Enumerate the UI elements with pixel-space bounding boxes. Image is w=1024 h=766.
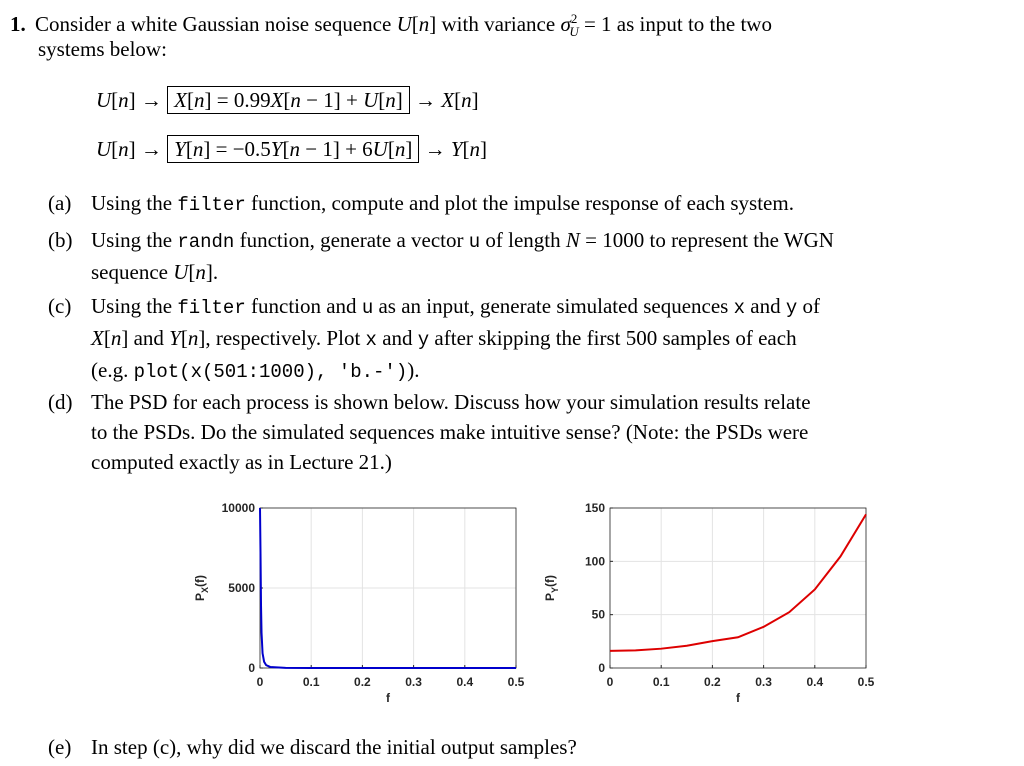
psd-chart-x <box>180 490 540 715</box>
problem-intro-line1: 1. Consider a white Gaussian noise sequence U[n] with variance $\sigma^2_U = 1$ as input to the two <box>10 11 772 40</box>
x-tick-label: 0.5 <box>857 675 875 689</box>
x-tick-label: 0.5 <box>507 675 525 689</box>
system-x-box: X[n] = 0.99X[n − 1] + U[n] <box>167 86 410 114</box>
item-a-text: Using the filter function, compute and plot the impulse response of each system. <box>91 191 794 216</box>
x-tick-label: 0 <box>606 675 614 689</box>
item-a-label: (a) <box>48 191 72 215</box>
x-tick-label: 0.2 <box>354 675 371 689</box>
item-c-label: (c) <box>48 294 72 318</box>
problem-number: 1. <box>10 12 26 36</box>
y-tick-label: 50 <box>591 607 605 622</box>
system-y-box: Y[n] = −0.5Y[n − 1] + 6U[n] <box>167 135 419 163</box>
y-tick-label: 0 <box>248 661 255 675</box>
y-axis-label: $P_Y(f)$ <box>543 574 560 602</box>
y-tick-label: 100 <box>584 554 605 569</box>
y-axis-label: $P_X(f)$ <box>193 574 210 602</box>
x-axis-label: f <box>386 691 390 705</box>
code-plot-example: plot(x(501:1000), 'b.-') <box>133 361 408 383</box>
x-tick-label: 0.1 <box>652 675 670 689</box>
problem-intro-line2: systems below: <box>38 37 167 61</box>
x-tick-label: 0 <box>256 675 264 689</box>
y-tick-label: 10000 <box>221 501 255 515</box>
x-tick-label: 0.2 <box>704 675 721 689</box>
item-c-text: Using the filter function and u as an input, generate simulated sequences x and y of X[n] and Y[n], respectively. Plot x and y after skipping the first 500 samples of each (e.g. plot(x(501:1000), 'b.-')). <box>91 294 820 383</box>
item-b-label: (b) <box>48 228 73 252</box>
y-tick-label: 0 <box>598 661 605 675</box>
item-e-text: In step (c), why did we discard the initial output samples? <box>91 735 577 759</box>
code-filter: filter <box>177 194 246 216</box>
plot-area <box>610 508 866 668</box>
x-tick-label: 0.3 <box>755 675 772 689</box>
y-tick-label: 150 <box>584 501 605 515</box>
y-tick-label: 5000 <box>228 581 255 595</box>
system-x: U[n] → X[n] = 0.99X[n − 1] + U[n] → X[n] <box>96 88 479 112</box>
x-tick-label: 0.1 <box>302 675 320 689</box>
x-tick-label: 0.3 <box>405 675 422 689</box>
item-d-text: The PSD for each process is shown below. Discuss how your simulation results relate to the PSDs. Do the simulated sequences make intuitive sense? (Note: the PSDs were computed exactly as in Lecture 21.) <box>91 390 811 474</box>
x-tick-label: 0.4 <box>806 675 824 689</box>
system-y: U[n] → Y[n] = −0.5Y[n − 1] + 6U[n] → Y[n] <box>96 137 488 161</box>
item-d-label: (d) <box>48 390 73 414</box>
x-tick-label: 0.4 <box>456 675 474 689</box>
item-e-label: (e) <box>48 735 72 759</box>
code-randn: randn <box>177 231 235 253</box>
x-axis-label: f <box>736 691 740 705</box>
psd-chart-y <box>530 490 890 715</box>
item-b-text: Using the randn function, generate a vector u of length N = 1000 to represent the WGN sequence U[n]. <box>91 228 834 284</box>
